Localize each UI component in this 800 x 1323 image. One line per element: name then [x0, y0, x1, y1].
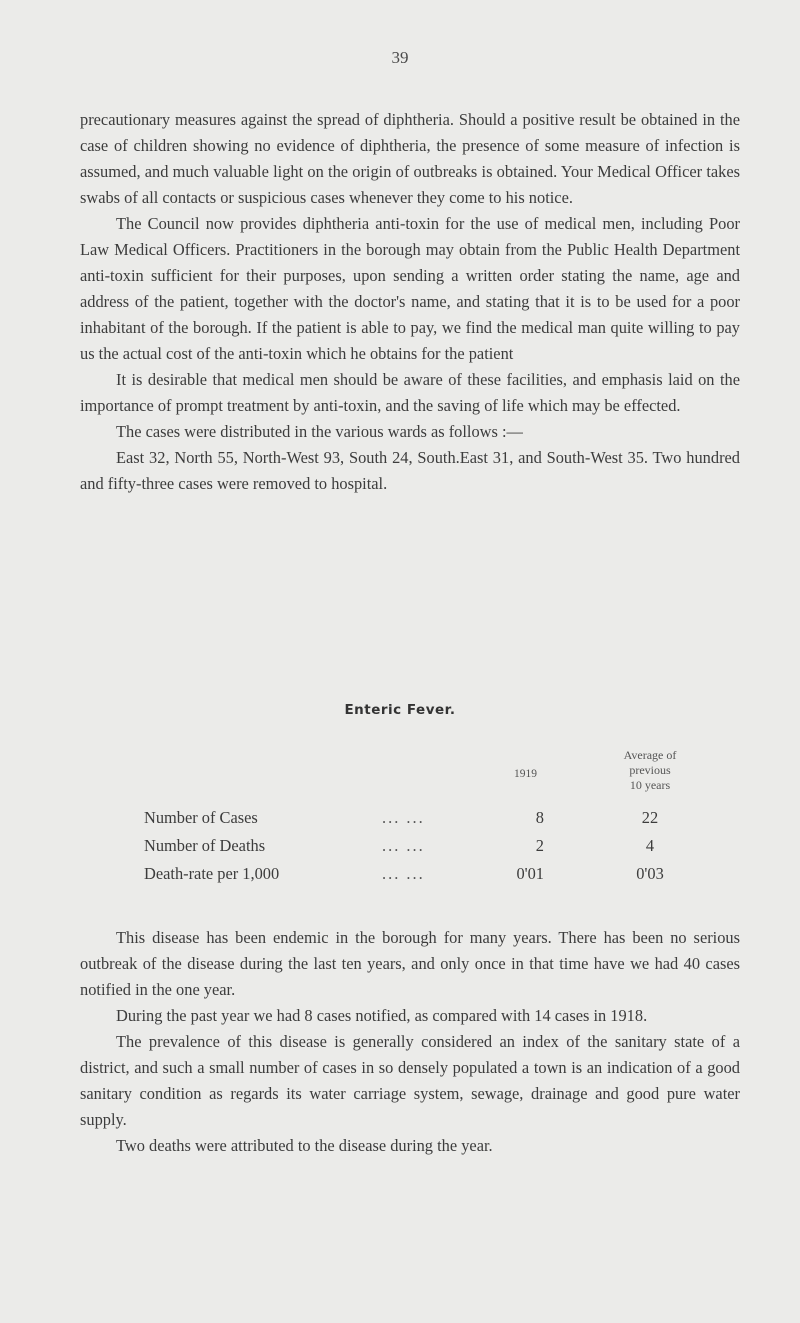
value-1919: 0'01 — [516, 864, 544, 883]
paragraph-ward-distribution: East 32, North 55, North-West 93, South 24, South.East 31, and South-West 35. Two hundred and fifty-three cases were removed to hospital. — [80, 448, 740, 493]
leader-dots: ... ... — [382, 836, 425, 855]
table-row-cases — [144, 808, 704, 836]
value-average: 22 — [641, 808, 659, 827]
paragraph-endemic: This disease has been endemic in the borough for many years. There has been no serious outbreak of the disease during the last ten years, and only once in that time have we had 40 cases notified in the one year. — [80, 928, 740, 999]
page-number: 39 — [391, 48, 409, 67]
column-header-1919: 1919 — [514, 768, 537, 780]
column-header-average-line: Average of — [623, 748, 677, 762]
column-header-average-line: previous — [629, 763, 671, 777]
value-1919: 8 — [535, 808, 544, 827]
table-row-death-rate — [144, 864, 704, 892]
row-label: Number of Deaths — [144, 836, 266, 855]
value-1919: 2 — [535, 836, 544, 855]
value-average: 4 — [645, 836, 655, 855]
value-average: 0'03 — [636, 864, 664, 883]
body-text-top — [80, 107, 740, 497]
paragraph-deaths: Two deaths were attributed to the disease during the year. — [116, 1136, 493, 1155]
column-header-average — [600, 748, 700, 793]
leader-dots: ... ... — [382, 808, 425, 827]
section-title-enteric-fever: Enteric Fever. — [344, 702, 456, 718]
column-header-average-line: 10 years — [629, 778, 671, 792]
paragraph-sanitary-index: The prevalence of this disease is generally considered an index of the sanitary state of a district, and such a small number of cases in so densely populated a town is an indication of a good sanitary condition as regards its water carriage system, sewage, drainage and good pure water supply. — [80, 1032, 740, 1129]
paragraph-antitoxin-provision: The Council now provides diphtheria anti-toxin for the use of medical men, including Poor Law Medical Officers. Practitioners in the borough may obtain from the Public Health Department anti-toxin sufficient for their purposes, upon sending a written order stating the name, age and address of the patient, together with the doctor's name, and stating that it is to be used for a poor inhabitant of the borough. If the patient is able to pay, we find the medical man quite willing to pay us the actual cost of the anti-toxin which he obtains for the patient — [80, 214, 740, 363]
paragraph-ward-distribution-intro: The cases were distributed in the various wards as follows :— — [116, 422, 523, 441]
row-label: Number of Cases — [144, 808, 258, 827]
paragraph-cases-notified: During the past year we had 8 cases notified, as compared with 14 cases in 1918. — [116, 1006, 648, 1025]
leader-dots: ... ... — [382, 864, 425, 883]
body-text-bottom — [80, 925, 740, 1159]
table-row-deaths — [144, 836, 704, 864]
paragraph-medical-awareness: It is desirable that medical men should be aware of these facilities, and emphasis laid on the importance of prompt treatment by anti-toxin, and the saving of life which may be effected. — [80, 370, 740, 415]
paragraph-diphtheria-swabs: precautionary measures against the spread of diphtheria. Should a positive result be obtained in the case of children showing no evidence of diphtheria, the presence of some measure of infection is assumed, and much valuable light on the origin of outbreaks is obtained. Your Medical Officer takes swabs of all contacts or suspicious cases whenever they come to his notice. — [80, 110, 740, 207]
table-header — [144, 748, 704, 808]
enteric-fever-table — [144, 748, 704, 892]
row-label: Death-rate per 1,000 — [144, 864, 280, 883]
